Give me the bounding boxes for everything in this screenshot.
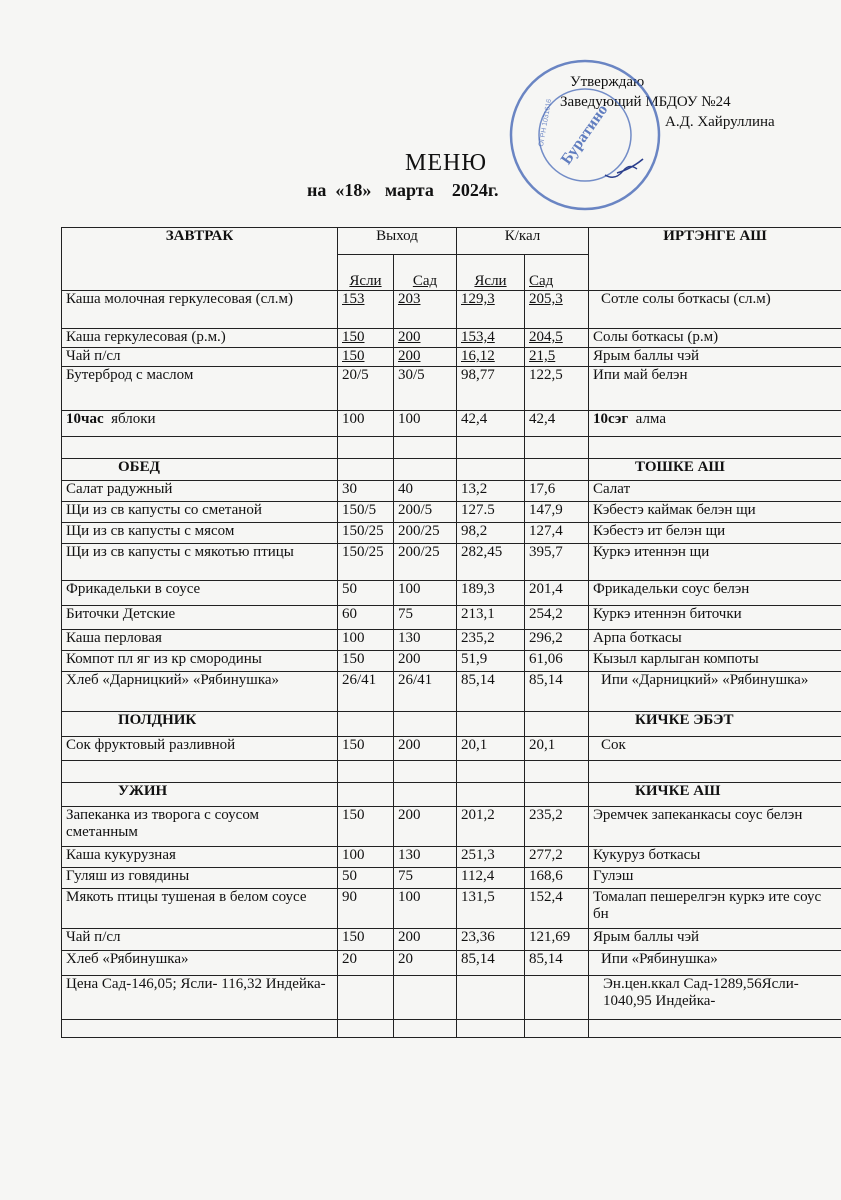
yasli-kcal: 129,3 [457,291,525,329]
header-kcal: К/кал [457,228,589,255]
svg-text:ОГРН 1031616: ОГРН 1031616 [537,98,554,148]
header-yasli-kcal: Ясли [457,255,525,291]
yasli-kcal: 235,2 [457,630,525,651]
sad-output: 200/25 [394,544,457,581]
yasli-kcal: 85,14 [457,951,525,976]
sad-output: 200 [394,651,457,672]
energy-text: Эн.цен.ккал Сад-1289,56Ясли- 1040,95 Индейка- [589,976,841,1020]
yasli-output: 153 [338,291,394,329]
dish-name-tat: Сок [589,737,841,761]
sad-kcal: 168,6 [525,868,589,889]
table-row [62,847,841,868]
sad-output: 200/25 [394,523,457,544]
table-row [62,951,841,976]
sad-kcal: 277,2 [525,847,589,868]
dish-name-tat: Ипи май белэн [589,367,841,411]
sad-kcal: 20,1 [525,737,589,761]
yasli-output: 30 [338,481,394,502]
sad-kcal: 235,2 [525,807,589,847]
menu-date: на «18» марта 2024г. [307,180,499,200]
yasli-kcal: 42,4 [457,411,525,437]
sad-kcal: 21,5 [525,348,589,367]
dish-name: Бутерброд с маслом [62,367,338,411]
table-row [62,807,841,847]
yasli-kcal: 112,4 [457,868,525,889]
sad-output: 30/5 [394,367,457,411]
sad-output: 26/41 [394,672,457,712]
sad-output: 200/5 [394,502,457,523]
sad-output: 75 [394,606,457,630]
yasli-kcal: 127.5 [457,502,525,523]
yasli-output: 50 [338,868,394,889]
dish-name-tat: Ярым баллы чэй [589,929,841,951]
header-yasli-out: Ясли [338,255,394,291]
dish-name: Щи из св капусты с мясом [62,523,338,544]
sad-output: 200 [394,807,457,847]
snack-name: яблоки [111,411,156,427]
dish-name: Биточки Детские [62,606,338,630]
price-text: Цена Сад-146,05; Ясли- 116,32 Индейка- [62,976,338,1020]
yasli-output: 150/25 [338,544,394,581]
sad-kcal: 85,14 [525,672,589,712]
section-lunch: ОБЕД [62,459,338,481]
footer-row [62,976,841,1020]
table-row [62,929,841,951]
table-row [62,291,841,329]
sad-kcal: 121,69 [525,929,589,951]
yasli-output: 100 [338,847,394,868]
dish-name-tat: Эремчек запеканкасы соус белэн [589,807,841,847]
yasli-kcal: 153,4 [457,329,525,348]
table-row [62,502,841,523]
sad-kcal: 152,4 [525,889,589,929]
table-row [62,672,841,712]
dish-name: Салат радужный [62,481,338,502]
dish-name: Каша кукурузная [62,847,338,868]
dish-name-tat: Куркэ итеннэн щи [589,544,841,581]
table-row [62,606,841,630]
header-breakfast-tat: ИРТЭНГЕ АШ [589,228,841,291]
yasli-output: 60 [338,606,394,630]
dish-name: Каша молочная геркулесовая (сл.м) [62,291,338,329]
empty-row [62,1020,841,1038]
dish-name-tat: Куркэ итеннэн биточки [589,606,841,630]
section-dinner: УЖИН [62,783,338,807]
sad-kcal: 61,06 [525,651,589,672]
header-output: Выход [338,228,457,255]
svg-text:Буратино: Буратино [557,101,612,168]
dish-name-tat: Кызыл карлыган компоты [589,651,841,672]
dish-name: Сок фруктовый разливной [62,737,338,761]
dish-name: Чай п/сл [62,348,338,367]
approval-line-1: Утверждаю [570,74,645,90]
table-row [62,348,841,367]
dish-name: Каша геркулесовая (р.м.) [62,329,338,348]
yasli-kcal: 98,2 [457,523,525,544]
dish-name: Мякоть птицы тушеная в белом соусе [62,889,338,929]
sad-kcal: 395,7 [525,544,589,581]
yasli-kcal: 23,36 [457,929,525,951]
sad-kcal: 17,6 [525,481,589,502]
yasli-kcal: 16,12 [457,348,525,367]
yasli-output: 90 [338,889,394,929]
sad-output: 75 [394,868,457,889]
sad-output: 200 [394,929,457,951]
sad-output: 100 [394,411,457,437]
dish-name-tat: Салат [589,481,841,502]
yasli-kcal: 282,45 [457,544,525,581]
dish-name [62,411,338,437]
dish-name-tat: Сотле солы боткасы (сл.м) [589,291,841,329]
yasli-kcal: 131,5 [457,889,525,929]
dish-name: Хлеб «Рябинушка» [62,951,338,976]
yasli-output: 20 [338,951,394,976]
table-row [62,889,841,929]
table-row [62,737,841,761]
approval-line-3: А.Д. Хайруллина [665,114,775,130]
table-row [62,411,841,437]
dish-name-tat: Ипи «Дарницкий» «Рябинушка» [589,672,841,712]
sad-output: 100 [394,889,457,929]
dish-name: Фрикадельки в соусе [62,581,338,606]
header-breakfast: ЗАВТРАК [62,228,338,291]
yasli-output: 150 [338,348,394,367]
sad-output: 203 [394,291,457,329]
snack-name-tat: алма [635,411,666,427]
sad-kcal: 147,9 [525,502,589,523]
yasli-output: 50 [338,581,394,606]
sad-kcal: 122,5 [525,367,589,411]
table-row [62,367,841,411]
yasli-output: 150/5 [338,502,394,523]
sad-kcal: 201,4 [525,581,589,606]
yasli-kcal: 85,14 [457,672,525,712]
sad-output: 130 [394,630,457,651]
yasli-kcal: 20,1 [457,737,525,761]
yasli-kcal: 213,1 [457,606,525,630]
sad-output: 100 [394,581,457,606]
dish-name-tat: Гулэш [589,868,841,889]
sad-kcal: 127,4 [525,523,589,544]
table-row [62,630,841,651]
yasli-output: 20/5 [338,367,394,411]
header-sad-out: Сад [394,255,457,291]
yasli-output: 150 [338,929,394,951]
table-row [62,868,841,889]
section-row-dinner [62,783,841,807]
sad-kcal: 205,3 [525,291,589,329]
page-title: МЕНЮ [405,150,487,176]
header-row-1 [62,228,841,255]
section-dinner-tat: КИЧКЕ АШ [589,783,841,807]
table-row [62,651,841,672]
sad-kcal: 204,5 [525,329,589,348]
menu-table [61,227,841,1038]
yasli-kcal: 201,2 [457,807,525,847]
stamp-seal [505,55,665,215]
approval-line-2: Заведующий МБДОУ №24 [560,94,731,110]
dish-name: Щи из св капусты с мякотью птицы [62,544,338,581]
dish-name: Каша перловая [62,630,338,651]
header-sad-kcal: Сад [525,255,589,291]
yasli-kcal: 251,3 [457,847,525,868]
dish-name: Щи из св капусты со сметаной [62,502,338,523]
sad-kcal: 85,14 [525,951,589,976]
dish-name: Запеканка из творога с соусом сметанным [62,807,338,847]
dish-name-tat: Кэбестэ каймак белэн щи [589,502,841,523]
yasli-output: 150 [338,737,394,761]
section-afternoon-tat: КИЧКЕ ЭБЭТ [589,712,841,737]
yasli-output: 150 [338,329,394,348]
table-row [62,544,841,581]
yasli-kcal: 189,3 [457,581,525,606]
section-afternoon: ПОЛДНИК [62,712,338,737]
yasli-output: 150 [338,651,394,672]
sad-output: 20 [394,951,457,976]
table-row [62,581,841,606]
sad-output: 40 [394,481,457,502]
yasli-output: 150/25 [338,523,394,544]
dish-name: Чай п/сл [62,929,338,951]
dish-name-tat: Солы боткасы (р.м) [589,329,841,348]
section-row-lunch [62,459,841,481]
yasli-kcal: 98,77 [457,367,525,411]
section-row-afternoon [62,712,841,737]
sad-kcal: 254,2 [525,606,589,630]
sad-output: 200 [394,329,457,348]
sad-output: 200 [394,348,457,367]
yasli-output: 100 [338,630,394,651]
dish-name-tat: Фрикадельки соус белэн [589,581,841,606]
yasli-output: 100 [338,411,394,437]
snack-time-tat: 10сэг [593,411,629,427]
dish-name-tat: Томалап пешерелгэн куркэ ите соус бн [589,889,841,929]
dish-name: Хлеб «Дарницкий» «Рябинушка» [62,672,338,712]
snack-time: 10час [66,411,104,427]
dish-name-tat: Ярым баллы чэй [589,348,841,367]
dish-name-tat: Кукуруз боткасы [589,847,841,868]
dish-name: Гуляш из говядины [62,868,338,889]
sad-kcal: 42,4 [525,411,589,437]
yasli-output: 150 [338,807,394,847]
empty-row [62,437,841,459]
dish-name-tat [589,411,841,437]
dish-name-tat: Ипи «Рябинушка» [589,951,841,976]
sad-kcal: 296,2 [525,630,589,651]
empty-row [62,761,841,783]
table-row [62,523,841,544]
table-row [62,329,841,348]
dish-name-tat: Арпа боткасы [589,630,841,651]
dish-name: Компот пл яг из кр смородины [62,651,338,672]
yasli-output: 26/41 [338,672,394,712]
table-row [62,481,841,502]
dish-name-tat: Кэбестэ ит белэн щи [589,523,841,544]
sad-output: 130 [394,847,457,868]
yasli-kcal: 13,2 [457,481,525,502]
sad-output: 200 [394,737,457,761]
yasli-kcal: 51,9 [457,651,525,672]
section-lunch-tat: ТОШКЕ АШ [589,459,841,481]
